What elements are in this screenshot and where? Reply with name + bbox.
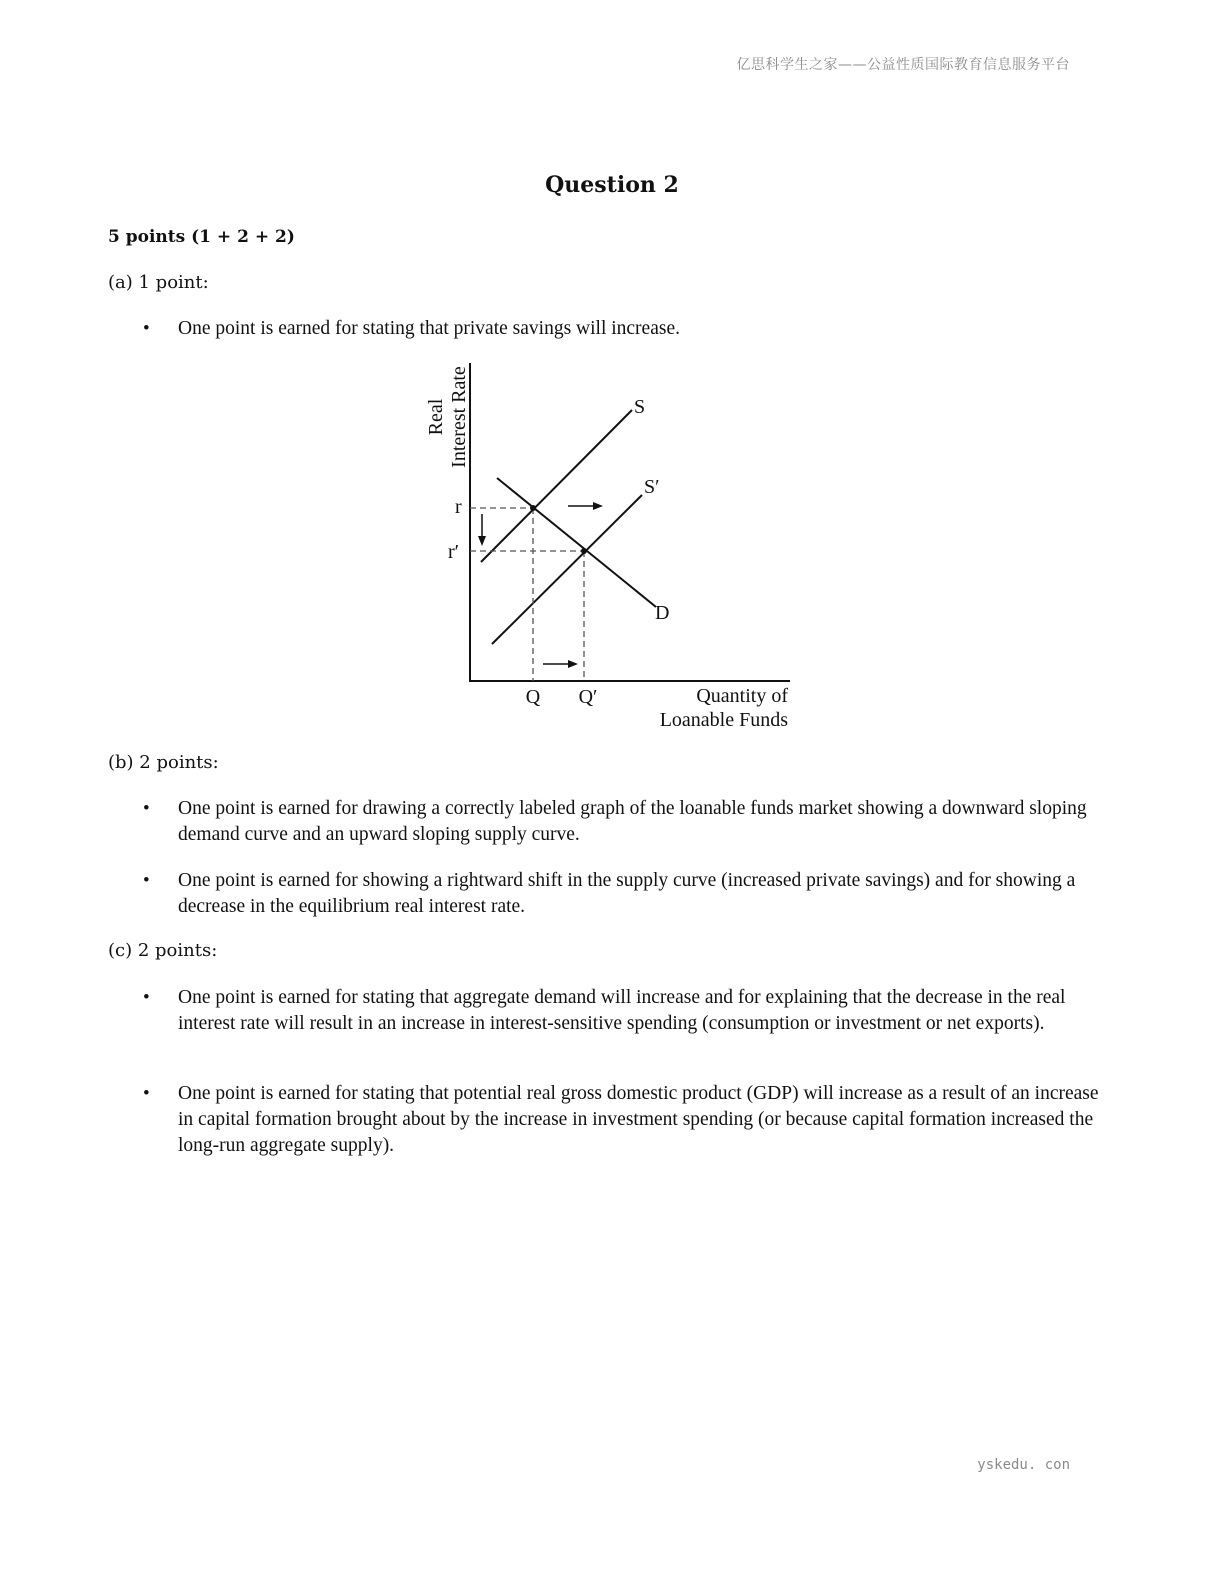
part-a-label: (a) 1 point: xyxy=(108,272,209,293)
bullet-text: One point is earned for stating that aggregate demand will increase and for explaining that the decrease in the real interest rate will result in an increase in interest-sensitive spending (consumption or investment or net exports). xyxy=(178,987,1066,1034)
rate-r-label: r xyxy=(455,496,462,518)
demand-curve-d-label: D xyxy=(655,602,670,624)
quantity-increase-arrow-head xyxy=(568,660,578,668)
bullet-text: One point is earned for drawing a correctly labeled graph of the loanable funds market showing a downward sloping demand curve and an upward sloping supply curve. xyxy=(178,798,1087,845)
quantity-q-prime-label: Q′ xyxy=(578,686,598,708)
initial-equilibrium-point xyxy=(530,505,536,511)
header-watermark-note: 亿思科学生之家——公益性质国际教育信息服务平台 xyxy=(736,57,1070,73)
y-axis-label-line1: Real xyxy=(425,398,447,436)
supply-curve-s-prime-label: S′ xyxy=(644,476,660,498)
supply-shift-arrow-head xyxy=(593,502,603,510)
bullet-dot: • xyxy=(143,318,150,339)
bullet-dot: • xyxy=(143,987,150,1008)
new-equilibrium-point xyxy=(581,548,587,554)
x-axis-label-line1: Quantity of xyxy=(696,685,788,707)
bullet-text: One point is earned for showing a rightward shift in the supply curve (increased private savings) and for showing a decrease in the equilibrium real interest rate. xyxy=(178,870,1076,917)
page-title: Question 2 xyxy=(545,172,679,198)
bullet-dot: • xyxy=(143,870,150,891)
supply-curve-s xyxy=(481,410,632,562)
quantity-q-label: Q xyxy=(525,686,541,708)
part-c-label: (c) 2 points: xyxy=(108,940,218,961)
y-axis-label-line2: Interest Rate xyxy=(448,366,470,468)
footer-watermark-note: yskedu. con xyxy=(977,1457,1070,1473)
bullet-text: One point is earned for stating that private savings will increase. xyxy=(178,318,680,339)
points-total: 5 points (1 + 2 + 2) xyxy=(108,227,295,247)
rate-decrease-arrow-head xyxy=(478,536,486,546)
part-b-label: (b) 2 points: xyxy=(108,752,219,773)
bullet-dot: • xyxy=(143,1083,150,1104)
bullet-text: One point is earned for stating that potential real gross domestic product (GDP) will increase as a result of an increase in capital formation brought about by the increase in investment spending (or because capital formation increased the long-run aggregate supply). xyxy=(178,1083,1099,1156)
demand-curve-d xyxy=(497,478,656,607)
bullet-dot: • xyxy=(143,798,150,819)
supply-curve-s-label: S xyxy=(634,396,646,418)
x-axis-label-line2: Loanable Funds xyxy=(659,709,788,731)
rate-r-prime-label: r′ xyxy=(448,541,460,563)
supply-curve-s-prime xyxy=(492,495,642,644)
loanable-funds-graph xyxy=(410,355,810,740)
